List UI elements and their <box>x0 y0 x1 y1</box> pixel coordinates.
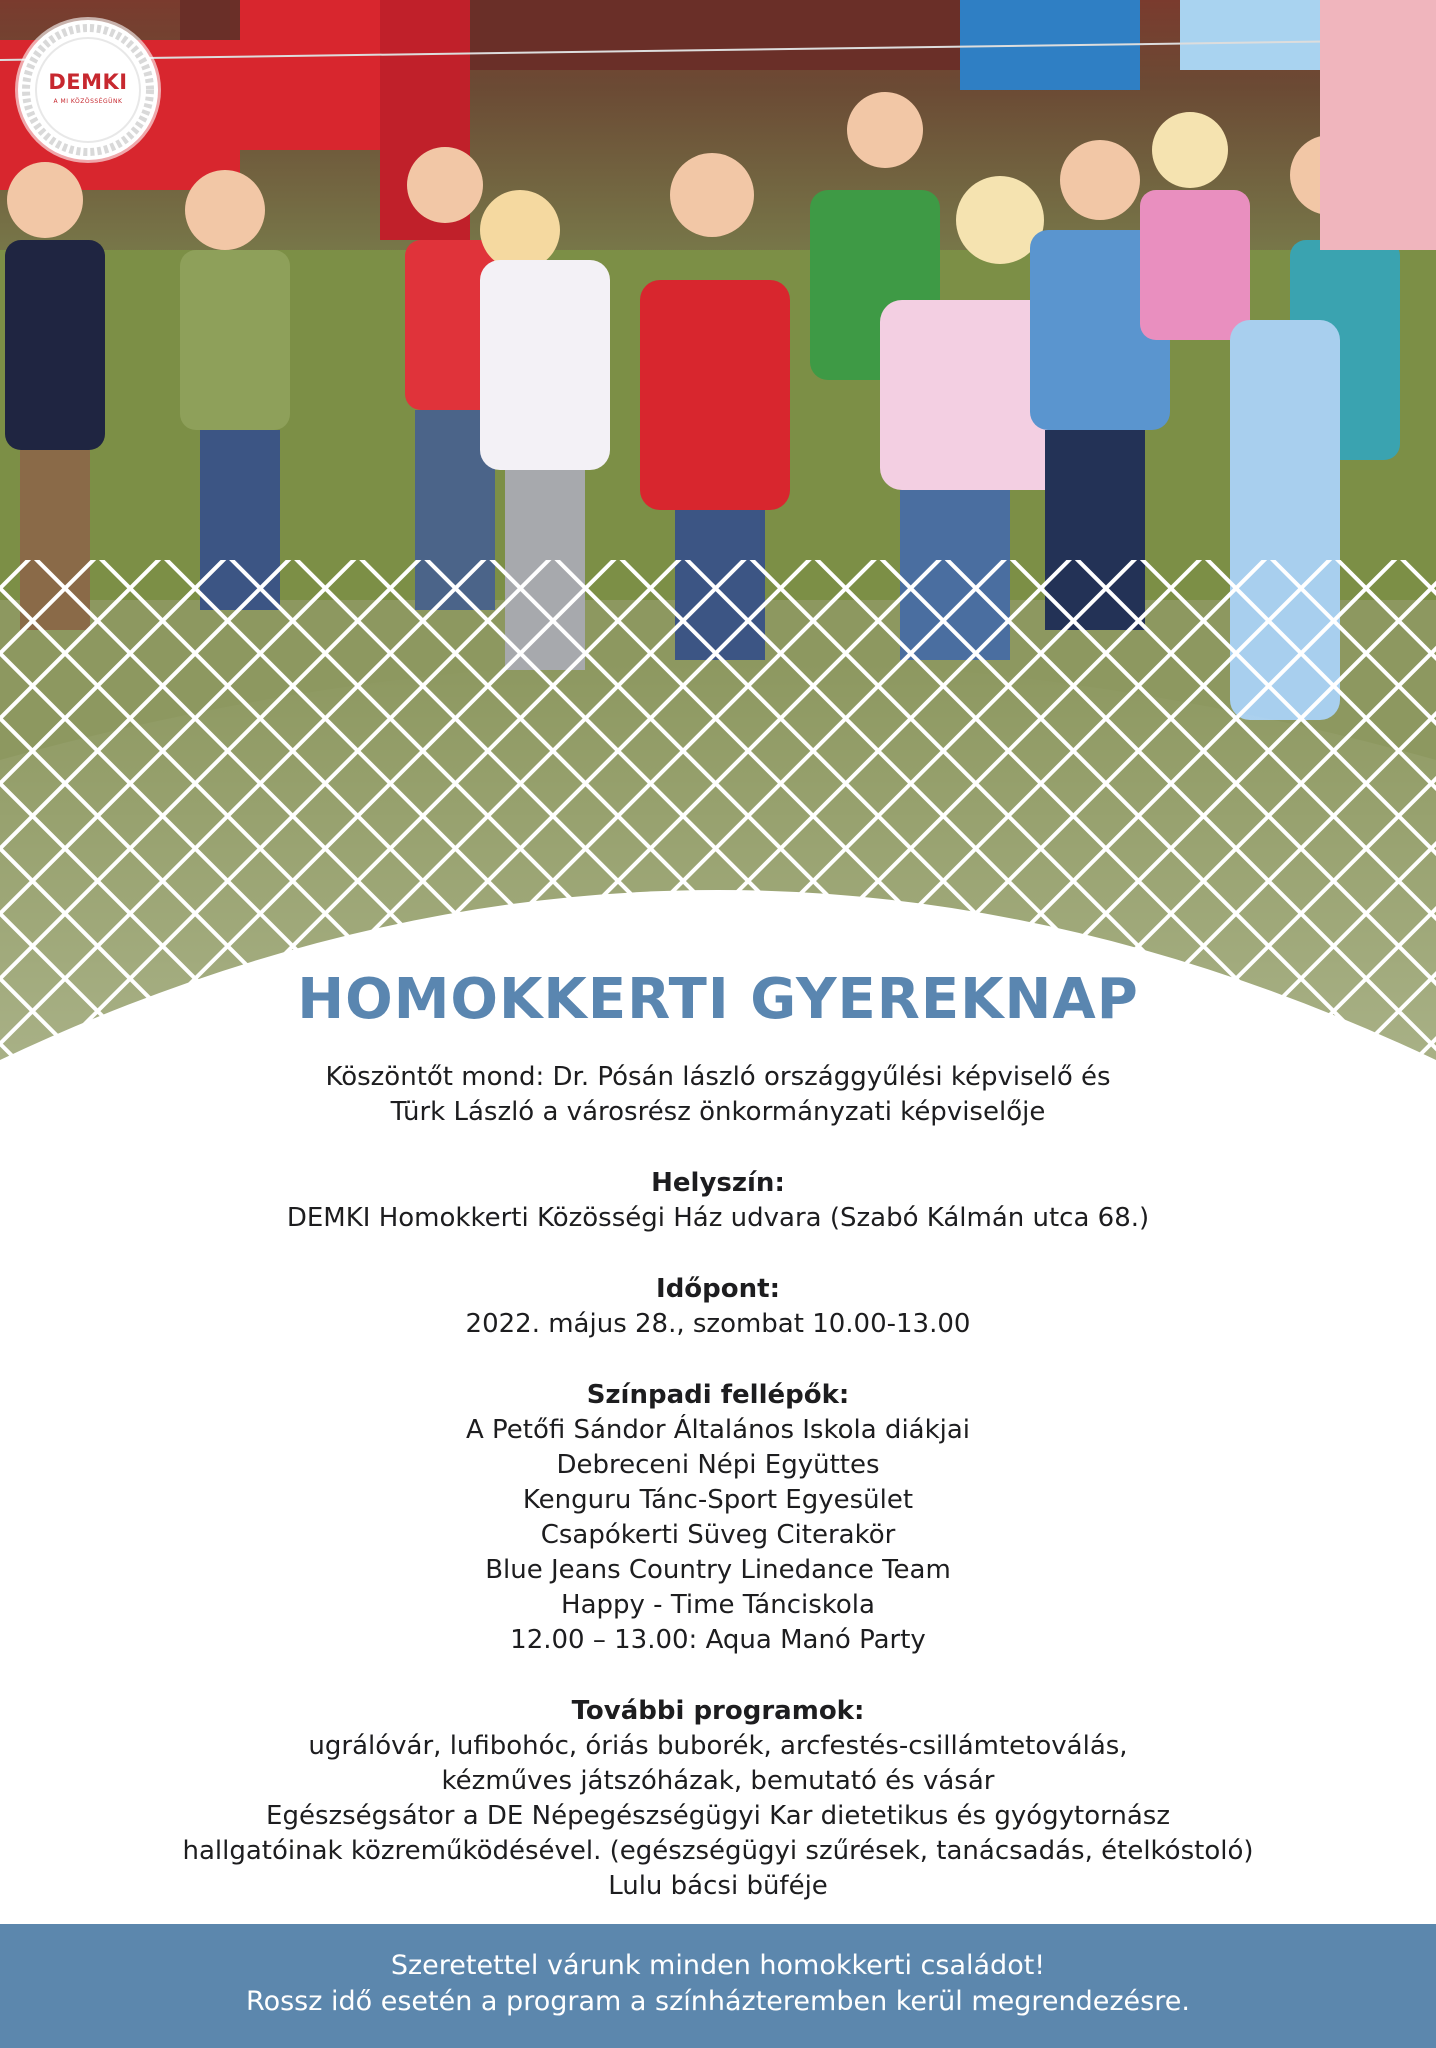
demki-logo <box>18 20 158 160</box>
performer-item: Kenguru Tánc-Sport Egyesület <box>522 1485 914 1515</box>
time-label: Időpont: <box>656 1274 780 1304</box>
location-value: DEMKI Homokkerti Közösségi Ház udvara (Szabó Kálmán utca 68.) <box>286 1203 1150 1233</box>
event-content <box>0 960 1436 1904</box>
event-title: HOMOKKERTI GYEREKNAP <box>297 967 1139 1032</box>
performer-item: Csapókerti Süveg Citerakör <box>540 1520 896 1550</box>
time-value: 2022. május 28., szombat 10.00-13.00 <box>465 1309 971 1339</box>
performer-item: Blue Jeans Country Linedance Team <box>485 1555 951 1585</box>
logo-tagline: A MI KÖZÖSSÉGÜNK <box>53 98 123 105</box>
program-item: ugrálóvár, lufibohóc, óriás buborék, arcfestés-csillámtetoválás, <box>308 1731 1128 1761</box>
performer-item: Debreceni Népi Együttes <box>556 1450 880 1480</box>
program-item: hallgatóinak közreműködésével. (egészségügyi szűrések, tanácsadás, ételkóstoló) <box>182 1836 1254 1866</box>
programs-label: További programok: <box>571 1696 865 1726</box>
greeting-line-1: Köszöntőt mond: Dr. Pósán lászló országgyűlési képviselő és <box>325 1062 1111 1092</box>
footer-banner <box>0 1924 1436 2048</box>
performers-label: Színpadi fellépők: <box>586 1380 850 1410</box>
location-label: Helyszín: <box>651 1168 785 1198</box>
program-item: kézműves játszóházak, bemutató és vásár <box>441 1766 995 1796</box>
footer-line-2: Rossz idő esetén a program a színházteremben kerül megrendezésre. <box>246 1986 1190 2017</box>
greeting-line-2: Türk László a városrész önkormányzati képviselője <box>390 1097 1046 1127</box>
program-item: Lulu bácsi büféje <box>608 1871 828 1901</box>
logo-brand: DEMKI <box>48 70 128 94</box>
program-item: Egészségsátor a DE Népegészségügyi Kar dietetikus és gyógytornász <box>266 1801 1170 1831</box>
performer-item: A Petőfi Sándor Általános Iskola diákjai <box>465 1415 971 1445</box>
performer-item: Happy - Time Tánciskola <box>561 1590 875 1620</box>
footer-line-1: Szeretettel várunk minden homokkerti családot! <box>390 1950 1046 1981</box>
performer-item: 12.00 – 13.00: Aqua Manó Party <box>510 1625 926 1655</box>
